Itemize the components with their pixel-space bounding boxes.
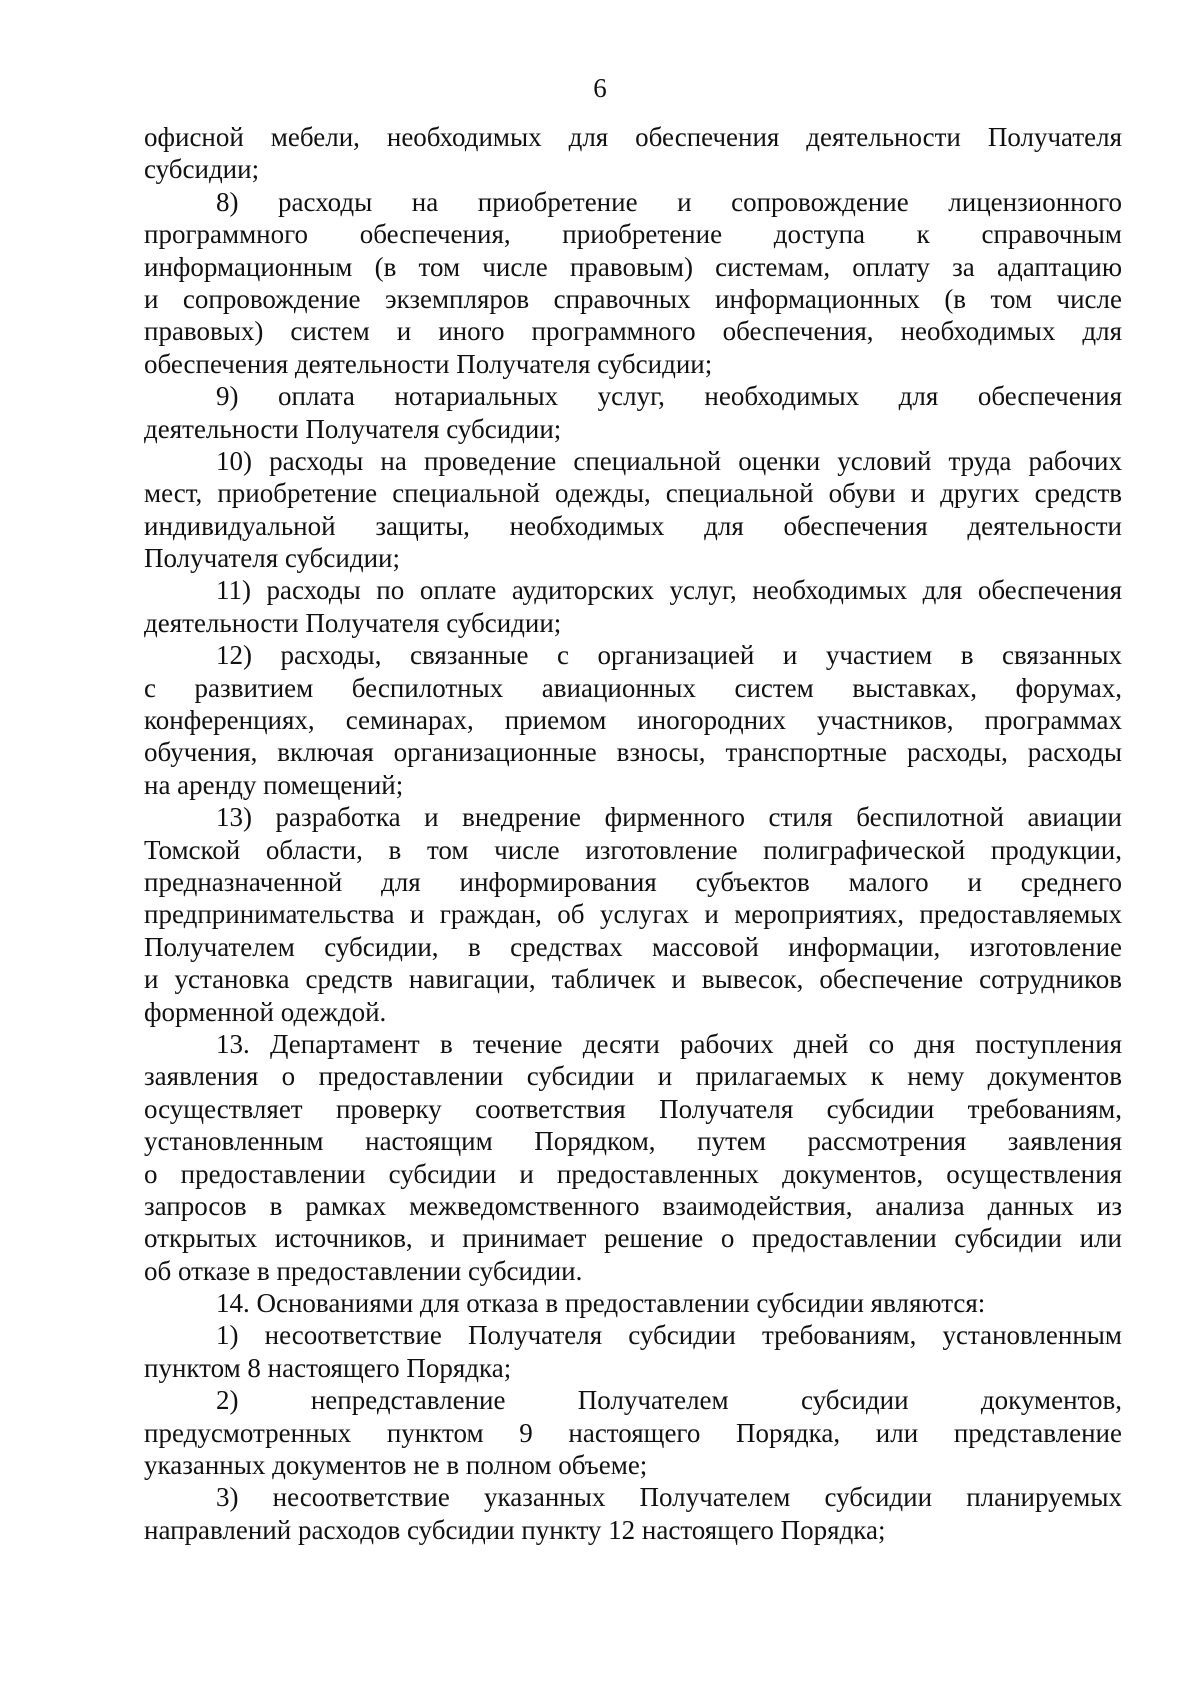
text-line: офисной мебели, необходимых для обеспечения деятельности Получателя [144,122,1122,152]
text-line: 2) непредставление Получателем субсидии документов, [216,1385,1122,1416]
text-line: обеспечения деятельности Получателя субсидии; [144,348,713,379]
text-line: с развитием беспилотных авиационных систем выставках, форумах, [144,672,1122,703]
text-line: конференциях, семинарах, приемом иногородних участников, программах [144,705,1122,736]
text-line: 1) несоответствие Получателя субсидии требованиям, установленным [216,1320,1122,1351]
text-line: о предоставлении субсидии и предоставленных документов, осуществления [144,1158,1122,1189]
text-line: пунктом 8 настоящего Порядка; [144,1352,512,1383]
text-line: 13) разработка и внедрение фирменного стиля беспилотной авиации [216,802,1122,833]
text-line: 9) оплата нотариальных услуг, необходимых для обеспечения [216,381,1122,412]
text-line: запросов в рамках межведомственного взаимодействия, анализа данных из [144,1190,1122,1221]
text-line: деятельности Получателя субсидии; [144,413,562,444]
text-line: программного обеспечения, приобретение доступа к справочным [144,219,1122,250]
document-body [144,121,1122,1546]
text-line: мест, приобретение специальной одежды, специальной обуви и других средств [144,478,1122,509]
text-line: 11) расходы по оплате аудиторских услуг, необходимых для обеспечения [216,575,1122,606]
text-line: об отказе в предоставлении субсидии. [144,1255,583,1286]
text-line: и сопровождение экземпляров справочных информационных (в том числе [144,283,1122,314]
text-line: направлений расходов субсидии пункту 12 настоящего Порядка; [144,1514,886,1545]
text-line: открытых источников, и принимает решение о предоставлении субсидии или [144,1223,1122,1254]
text-line: 3) несоответствие указанных Получателем субсидии планируемых [216,1482,1122,1513]
page-number: 6 [593,73,607,103]
text-line: форменной одеждой. [144,996,387,1027]
text-line: предназначенной для информирования субъектов малого и среднего [144,866,1122,897]
text-line: 13. Департамент в течение десяти рабочих дней со дня поступления [216,1028,1122,1059]
text-line: обучения, включая организационные взносы, транспортные расходы, расходы [144,737,1122,768]
text-line: 14. Основаниями для отказа в предоставлении субсидии являются: [216,1288,986,1319]
text-line: Томской области, в том числе изготовление полиграфической продукции, [144,834,1122,865]
text-line: осуществляет проверку соответствия Получателя субсидии требованиям, [144,1093,1122,1124]
text-line: субсидии; [144,154,260,185]
text-line: деятельности Получателя субсидии; [144,607,562,638]
text-line: информационным (в том числе правовым) системам, оплату за адаптацию [144,251,1122,282]
text-line: предусмотренных пунктом 9 настоящего Порядка, или представление [144,1417,1122,1448]
text-line: заявления о предоставлении субсидии и прилагаемых к нему документов [144,1061,1122,1092]
text-line: 8) расходы на приобретение и сопровождение лицензионного [216,186,1122,217]
text-line: указанных документов не в полном объеме; [144,1450,648,1481]
text-line: индивидуальной защиты, необходимых для обеспечения деятельности [144,510,1122,541]
text-line: Получателя субсидии; [144,543,400,574]
text-line: Получателем субсидии, в средствах массовой информации, изготовление [144,931,1122,962]
text-line: установленным настоящим Порядком, путем рассмотрения заявления [144,1126,1122,1157]
text-line: и установка средств навигации, табличек и вывесок, обеспечение сотрудников [144,964,1122,995]
text-line: 10) расходы на проведение специальной оценки условий труда рабочих [216,445,1122,476]
text-line: правовых) систем и иного программного обеспечения, необходимых для [144,316,1122,347]
text-line: 12) расходы, связанные с организацией и участием в связанных [216,640,1122,671]
text-line: на аренду помещений; [144,769,404,800]
text-line: предпринимательства и граждан, об услугах и мероприятиях, предоставляемых [144,899,1122,930]
